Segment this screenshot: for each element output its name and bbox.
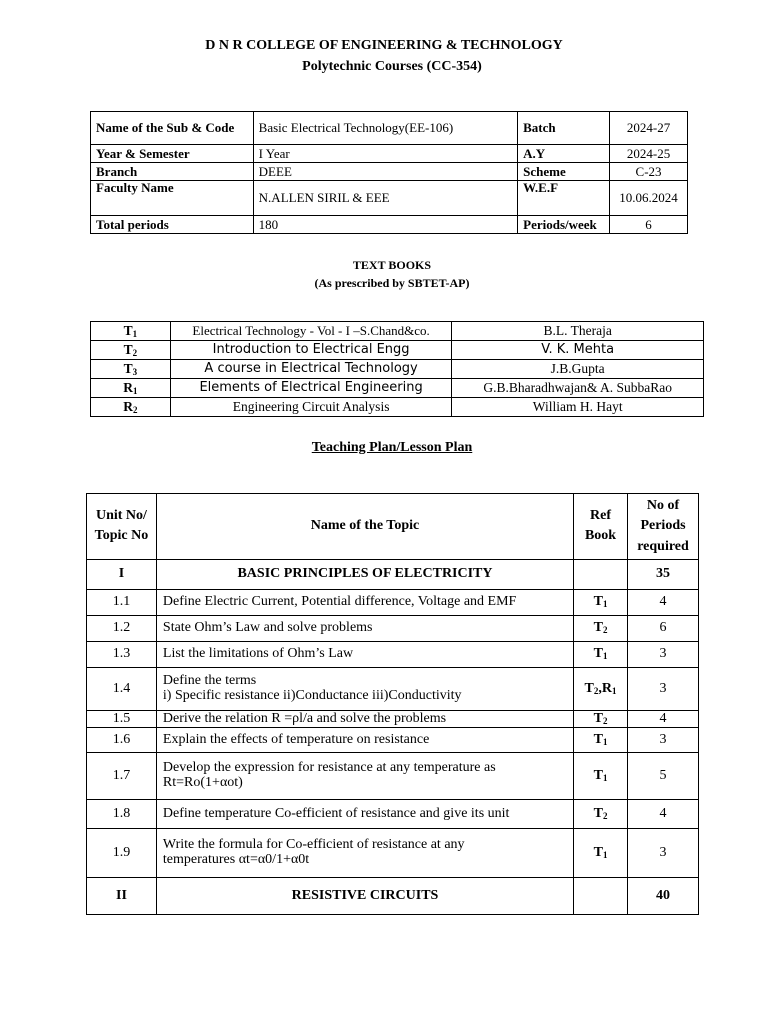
topic-row xyxy=(87,710,699,727)
book-code: $R_1$ xyxy=(91,379,171,398)
unit-ref xyxy=(574,877,628,914)
lesson-plan-title: Teaching Plan/Lesson Plan xyxy=(311,440,473,455)
topic-no: 1.7 xyxy=(87,752,157,799)
topic-name: Explain the effects of temperature on resistance xyxy=(156,727,573,752)
book-code: $T_1$ xyxy=(91,322,171,341)
topic-name: Define Electric Current, Potential difference, Voltage and EMF xyxy=(156,589,573,615)
textbooks-table xyxy=(90,321,704,417)
course-name: Polytechnic Courses (CC-354) xyxy=(302,59,482,74)
info-label: Branch xyxy=(91,163,254,181)
topic-no: 1.8 xyxy=(87,799,157,828)
topic-no: 1.1 xyxy=(87,589,157,615)
info-row xyxy=(91,163,688,181)
textbooks-subtitle: (As prescribed by SBTET-AP) xyxy=(314,276,470,290)
topic-ref: $T_2$ xyxy=(574,799,628,828)
topic-periods: 5 xyxy=(628,752,699,799)
topic-ref: $T_1$ xyxy=(574,828,628,877)
info-label: Name of the Sub & Code xyxy=(91,112,254,145)
topic-periods: 4 xyxy=(628,799,699,828)
college-name: D N R COLLEGE OF ENGINEERING & TECHNOLOGY xyxy=(205,38,563,53)
topic-no: 1.4 xyxy=(87,667,157,710)
book-row xyxy=(91,379,704,398)
topic-row xyxy=(87,727,699,752)
topic-periods: 3 xyxy=(628,828,699,877)
info-value: N.ALLEN SIRIL & EEE xyxy=(253,181,517,216)
book-row xyxy=(91,322,704,341)
topic-ref: $T_1$ xyxy=(574,752,628,799)
topic-name: Derive the relation R =ρl/a and solve the problems xyxy=(156,710,573,727)
info-value: DEEE xyxy=(253,163,517,181)
topic-row xyxy=(87,752,699,799)
unit-no: I xyxy=(87,559,157,589)
info-label: Periods/week xyxy=(518,216,610,234)
header-ref: Ref Book xyxy=(574,494,628,560)
info-row xyxy=(91,112,688,145)
unit-name: RESISTIVE CIRCUITS xyxy=(156,877,573,914)
book-row xyxy=(91,398,704,417)
topic-row xyxy=(87,589,699,615)
book-title: Introduction to Electrical Engg xyxy=(170,341,451,360)
info-label: Total periods xyxy=(91,216,254,234)
topic-periods: 3 xyxy=(628,667,699,710)
info-value: 10.06.2024 xyxy=(610,181,688,216)
book-author: William H. Hayt xyxy=(452,398,704,417)
info-value: 6 xyxy=(610,216,688,234)
topic-name: Write the formula for Co-efficient of resistance at any temperatures αt=α0/1+α0t xyxy=(156,828,573,877)
info-row xyxy=(91,145,688,163)
book-code: $R_2$ xyxy=(91,398,171,417)
topic-row xyxy=(87,615,699,641)
topic-name: Develop the expression for resistance at any temperature as Rt=Ro(1+αot) xyxy=(156,752,573,799)
info-label: Faculty Name xyxy=(91,181,254,216)
book-code: $T_3$ xyxy=(91,360,171,379)
topic-row xyxy=(87,641,699,667)
info-row xyxy=(91,216,688,234)
unit-ref xyxy=(574,559,628,589)
info-row xyxy=(91,181,688,216)
book-title: A course in Electrical Technology xyxy=(170,360,451,379)
info-value: 2024-25 xyxy=(610,145,688,163)
book-author: B.L. Theraja xyxy=(452,322,704,341)
plan-header-row xyxy=(87,494,699,560)
info-value: C-23 xyxy=(610,163,688,181)
unit-name: BASIC PRINCIPLES OF ELECTRICITY xyxy=(156,559,573,589)
topic-no: 1.3 xyxy=(87,641,157,667)
book-author: V. K. Mehta xyxy=(452,341,704,360)
book-title: Electrical Technology - Vol - I –S.Chand&co. xyxy=(170,322,451,341)
topic-periods: 4 xyxy=(628,710,699,727)
topic-row xyxy=(87,799,699,828)
topic-no: 1.6 xyxy=(87,727,157,752)
info-label: Batch xyxy=(518,112,610,145)
unit-row xyxy=(87,559,699,589)
unit-periods: 35 xyxy=(628,559,699,589)
info-value: 180 xyxy=(253,216,517,234)
header-unit: Unit No/ Topic No xyxy=(87,494,157,560)
book-row xyxy=(91,360,704,379)
info-value: I Year xyxy=(253,145,517,163)
topic-ref: $T_1$ xyxy=(574,589,628,615)
book-code: $T_2$ xyxy=(91,341,171,360)
topic-name: List the limitations of Ohm’s Law xyxy=(156,641,573,667)
topic-periods: 6 xyxy=(628,615,699,641)
info-label: Scheme xyxy=(518,163,610,181)
topic-ref: $T_2,R_1$ xyxy=(574,667,628,710)
info-label: W.E.F xyxy=(518,181,610,216)
book-title: Elements of Electrical Engineering xyxy=(170,379,451,398)
book-author: J.B.Gupta xyxy=(452,360,704,379)
unit-row xyxy=(87,877,699,914)
info-label: Year & Semester xyxy=(91,145,254,163)
info-value: 2024-27 xyxy=(610,112,688,145)
unit-periods: 40 xyxy=(628,877,699,914)
topic-periods: 4 xyxy=(628,589,699,615)
topic-no: 1.2 xyxy=(87,615,157,641)
header-periods: No of Periods required xyxy=(628,494,699,560)
topic-row xyxy=(87,828,699,877)
topic-periods: 3 xyxy=(628,641,699,667)
topic-no: 1.9 xyxy=(87,828,157,877)
topic-ref: $T_1$ xyxy=(574,641,628,667)
info-label: A.Y xyxy=(518,145,610,163)
topic-name: State Ohm’s Law and solve problems xyxy=(156,615,573,641)
unit-no: II xyxy=(87,877,157,914)
topic-no: 1.5 xyxy=(87,710,157,727)
topic-name: Define the terms i) Specific resistance ii)Conductance iii)Conductivity xyxy=(156,667,573,710)
topic-periods: 3 xyxy=(628,727,699,752)
topic-row xyxy=(87,667,699,710)
book-title: Engineering Circuit Analysis xyxy=(170,398,451,417)
topic-ref: $T_2$ xyxy=(574,710,628,727)
topic-ref: $T_1$ xyxy=(574,727,628,752)
topic-ref: $T_2$ xyxy=(574,615,628,641)
lesson-plan-table xyxy=(86,493,699,915)
header-topic: Name of the Topic xyxy=(156,494,573,560)
textbooks-title: TEXT BOOKS xyxy=(352,258,432,272)
book-author: G.B.Bharadhwajan& A. SubbaRao xyxy=(452,379,704,398)
subject-info-table xyxy=(90,111,688,234)
info-value: Basic Electrical Technology(EE-106) xyxy=(253,112,517,145)
book-row xyxy=(91,341,704,360)
topic-name: Define temperature Co-efficient of resistance and give its unit xyxy=(156,799,573,828)
